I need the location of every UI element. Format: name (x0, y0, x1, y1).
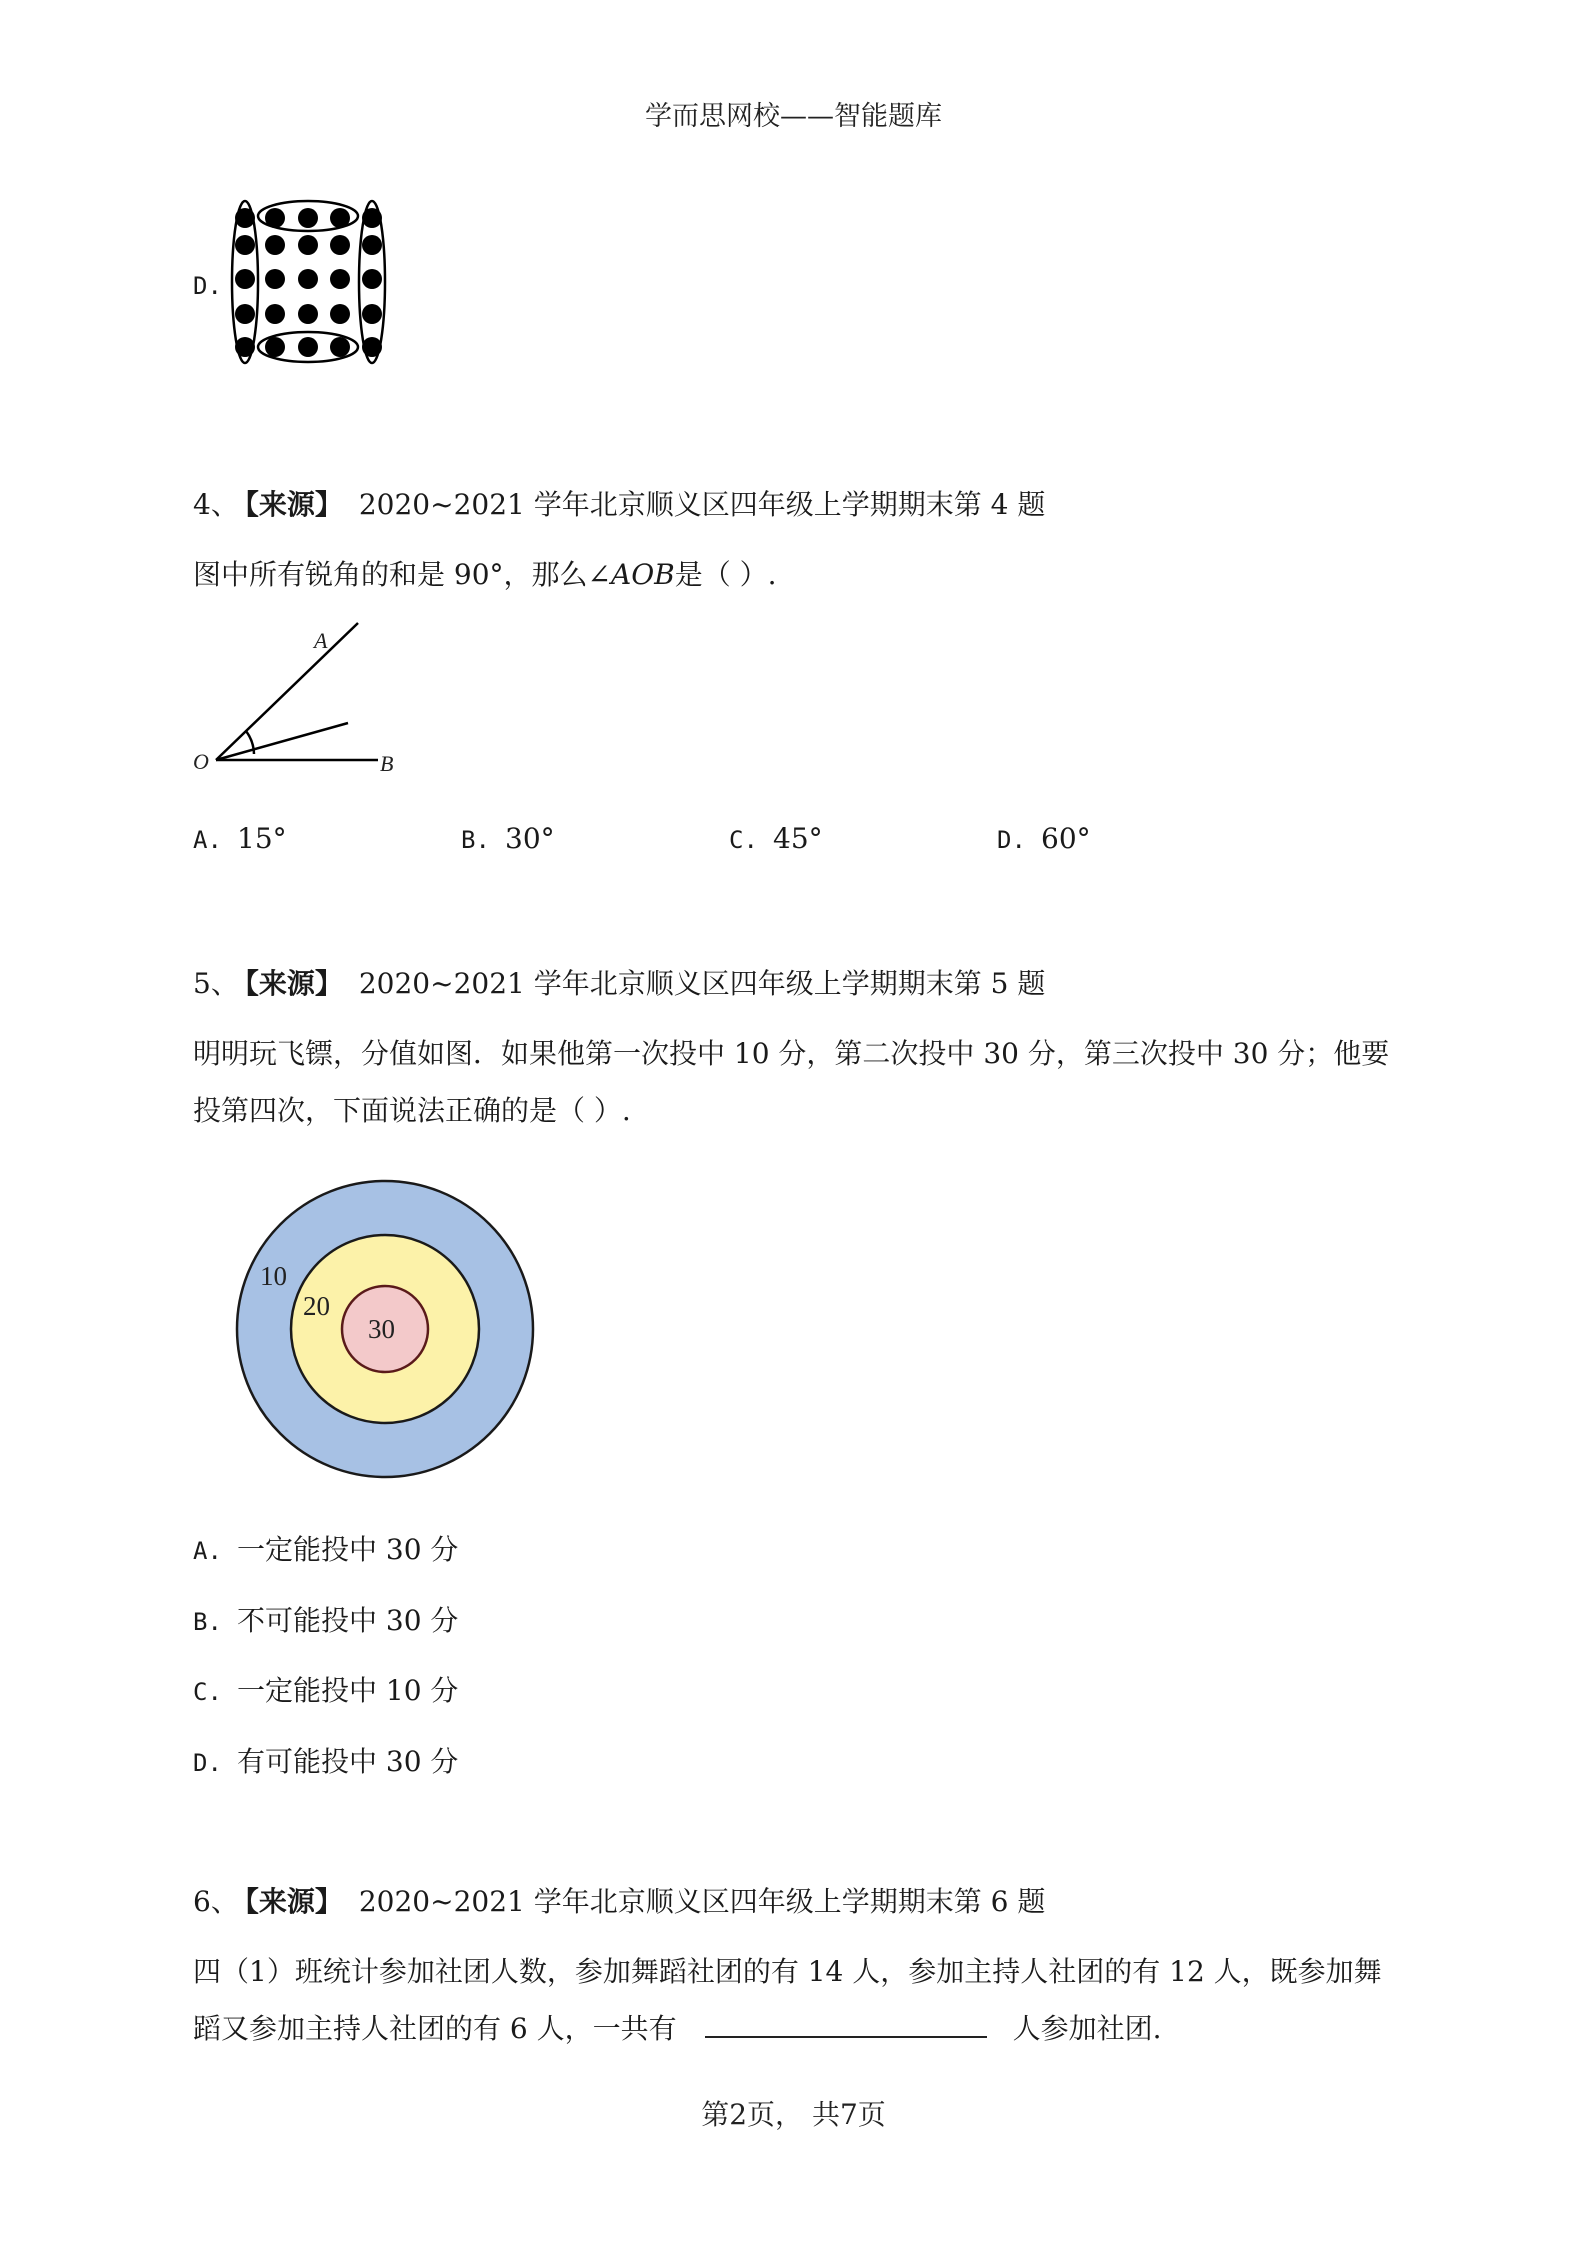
q5-option-c: C. 一定能投中 10 分 (193, 1674, 459, 1707)
q4-source-line: 4、 【来源】 2020~2021 学年北京顺义区四年级上学期期末第 4 题 (193, 488, 1046, 521)
q4-option-c: C. 45° (729, 822, 823, 855)
q4-angle-figure (190, 615, 410, 785)
page-footer: 第2页， 共7页 (701, 2098, 886, 2131)
q5-label-10: 10 (260, 1261, 287, 1291)
q3-option-d-letter: D. (193, 272, 222, 300)
q3-dot-grid-figure (225, 190, 405, 370)
q6-answer-blank[interactable] (705, 2012, 987, 2038)
q4-option-b: B. 30° (461, 822, 555, 855)
q5-stem-line2: 投第四次，下面说法正确的是（ ）. (193, 1094, 631, 1127)
q4-option-d: D. 60° (997, 822, 1091, 855)
q4-label-o: O (193, 749, 209, 774)
q4-label-b: B (380, 751, 394, 776)
q5-source-line: 5、 【来源】 2020~2021 学年北京顺义区四年级上学期期末第 5 题 (193, 967, 1046, 1000)
q5-option-d: D. 有可能投中 30 分 (193, 1745, 459, 1778)
q5-label-30: 30 (368, 1314, 395, 1344)
q5-option-a: A. 一定能投中 30 分 (193, 1533, 459, 1566)
q4-option-a: A. 15° (193, 822, 287, 855)
q4-stem: 图中所有锐角的和是 90°，那么∠AOB是（ ）. (193, 558, 777, 591)
page-header: 学而思网校——智能题库 (645, 101, 942, 132)
q4-label-a: A (314, 628, 328, 653)
q5-dartboard-figure (230, 1174, 540, 1484)
q5-stem-line1: 明明玩飞镖，分值如图．如果他第一次投中 10 分，第二次投中 30 分，第三次投中 30 分；他要 (193, 1037, 1390, 1070)
q6-source-line: 6、 【来源】 2020~2021 学年北京顺义区四年级上学期期末第 6 题 (193, 1885, 1046, 1918)
q5-label-20: 20 (303, 1291, 330, 1321)
q6-stem-line2: 蹈又参加主持人社团的有 6 人，一共有 人参加社团. (193, 2012, 1162, 2045)
q6-stem-line1: 四（1）班统计参加社团人数，参加舞蹈社团的有 14 人，参加主持人社团的有 12 人，既参加舞 (193, 1955, 1382, 1988)
q5-option-b: B. 不可能投中 30 分 (193, 1604, 459, 1637)
